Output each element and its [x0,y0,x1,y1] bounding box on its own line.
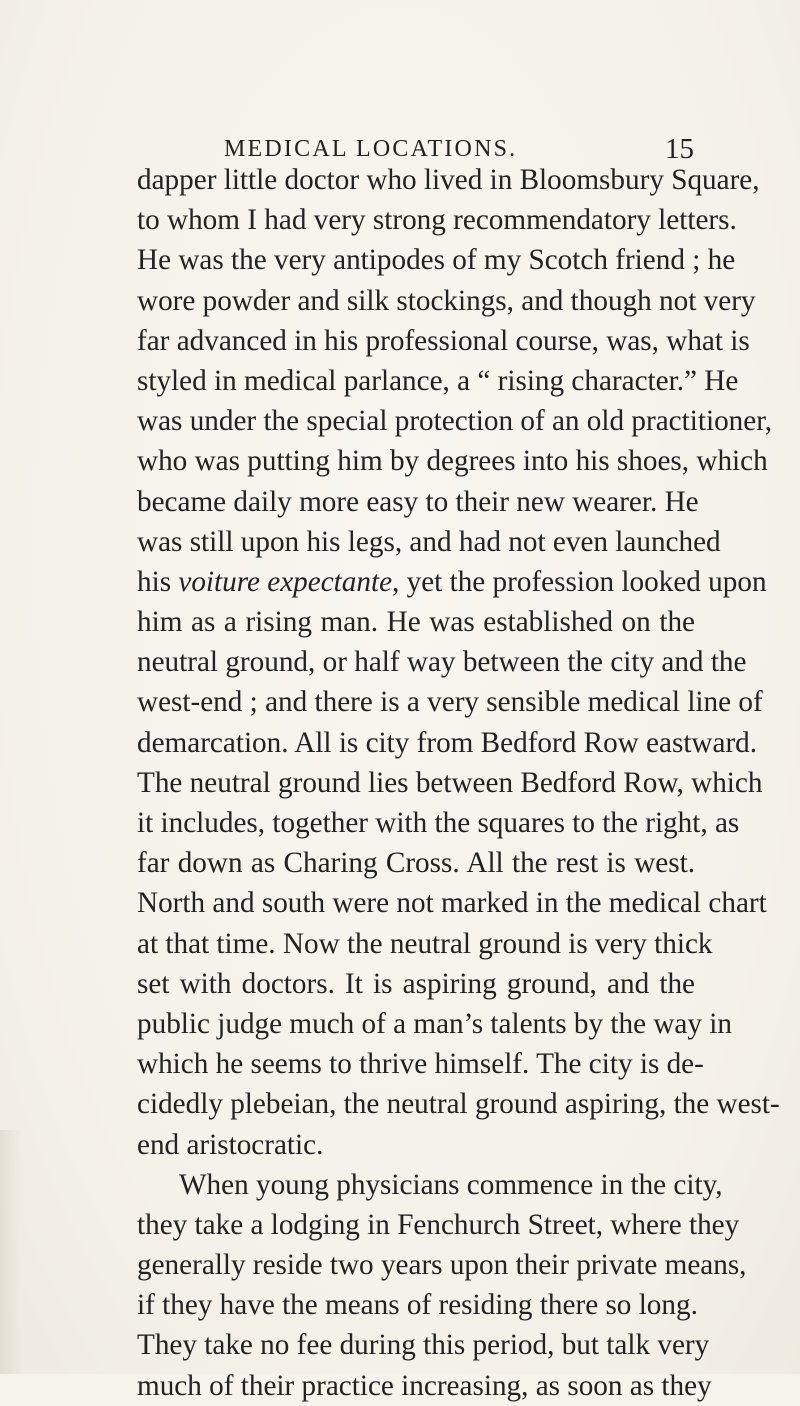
text-line: end aristocratic. [137,1128,324,1161]
page-number: 15 [665,133,694,165]
text-line: When young physicians commence in the city, [179,1168,723,1201]
page-edge-shadow [0,1130,22,1374]
text-line: to whom I had very strong recommendatory letters. [137,204,737,237]
text-line: set with doctors. It is aspiring ground, and the [137,967,695,1000]
text-line: North and south were not marked in the medical chart [137,887,767,920]
text-line: much of their practice increasing, as soon as they [137,1369,712,1402]
text-line: was under the special protection of an old practitioner, [137,405,773,438]
text-line: wore powder and silk stockings, and though not very [137,284,756,317]
text-line: generally reside two years upon their private means, [137,1249,747,1282]
text-run: his [137,565,179,598]
text-line: The neutral ground lies between Bedford Row, which [137,766,763,799]
text-line: at that time. Now the neutral ground is very thick [137,927,713,960]
text-line: They take no fee during this period, but talk very [137,1329,710,1362]
text-line-with-italic [137,562,767,602]
text-line: west-end ; and there is a very sensible medical line of [137,686,763,719]
text-line: was still upon his legs, and had not even launched [137,525,721,558]
text-line: public judge much of a man’s talents by the way in [137,1007,732,1040]
text-line: far down as Charing Cross. All the rest is west. [137,847,695,880]
text-line: who was putting him by degrees into his shoes, which [137,445,768,478]
text-line: it includes, together with the squares to the right, as [137,807,740,839]
text-line: neutral ground, or half way between the city and the [137,646,747,679]
text-line: He was the very antipodes of my Scotch friend ; he [137,244,736,277]
text-run: , yet the profession looked upon [392,565,767,598]
text-line: they take a lodging in Fenchurch Street, where they [137,1208,740,1241]
running-head: MEDICAL LOCATIONS. [224,136,518,162]
body-text [137,160,780,1406]
paragraph-2 [137,1165,747,1406]
text-line: him as a rising man. He was established on the [137,606,695,639]
text-line: cidedly plebeian, the neutral ground aspiring, the west- [137,1088,780,1121]
text-line: which he seems to thrive himself. The city is de- [137,1048,704,1081]
text-line: far advanced in his professional course, was, what is [137,324,750,357]
text-line: styled in medical parlance, a “ rising character.” He [137,364,739,397]
paragraph-1 [137,160,780,1165]
italic-phrase: voiture expectante [178,565,393,598]
text-line: became daily more easy to their new wearer. He [137,485,699,518]
text-line: dapper little doctor who lived in Bloomsbury Square, [137,164,760,196]
text-line: if they have the means of residing there so long. [137,1289,698,1322]
text-line: demarcation. All is city from Bedford Row eastward. [137,726,758,759]
